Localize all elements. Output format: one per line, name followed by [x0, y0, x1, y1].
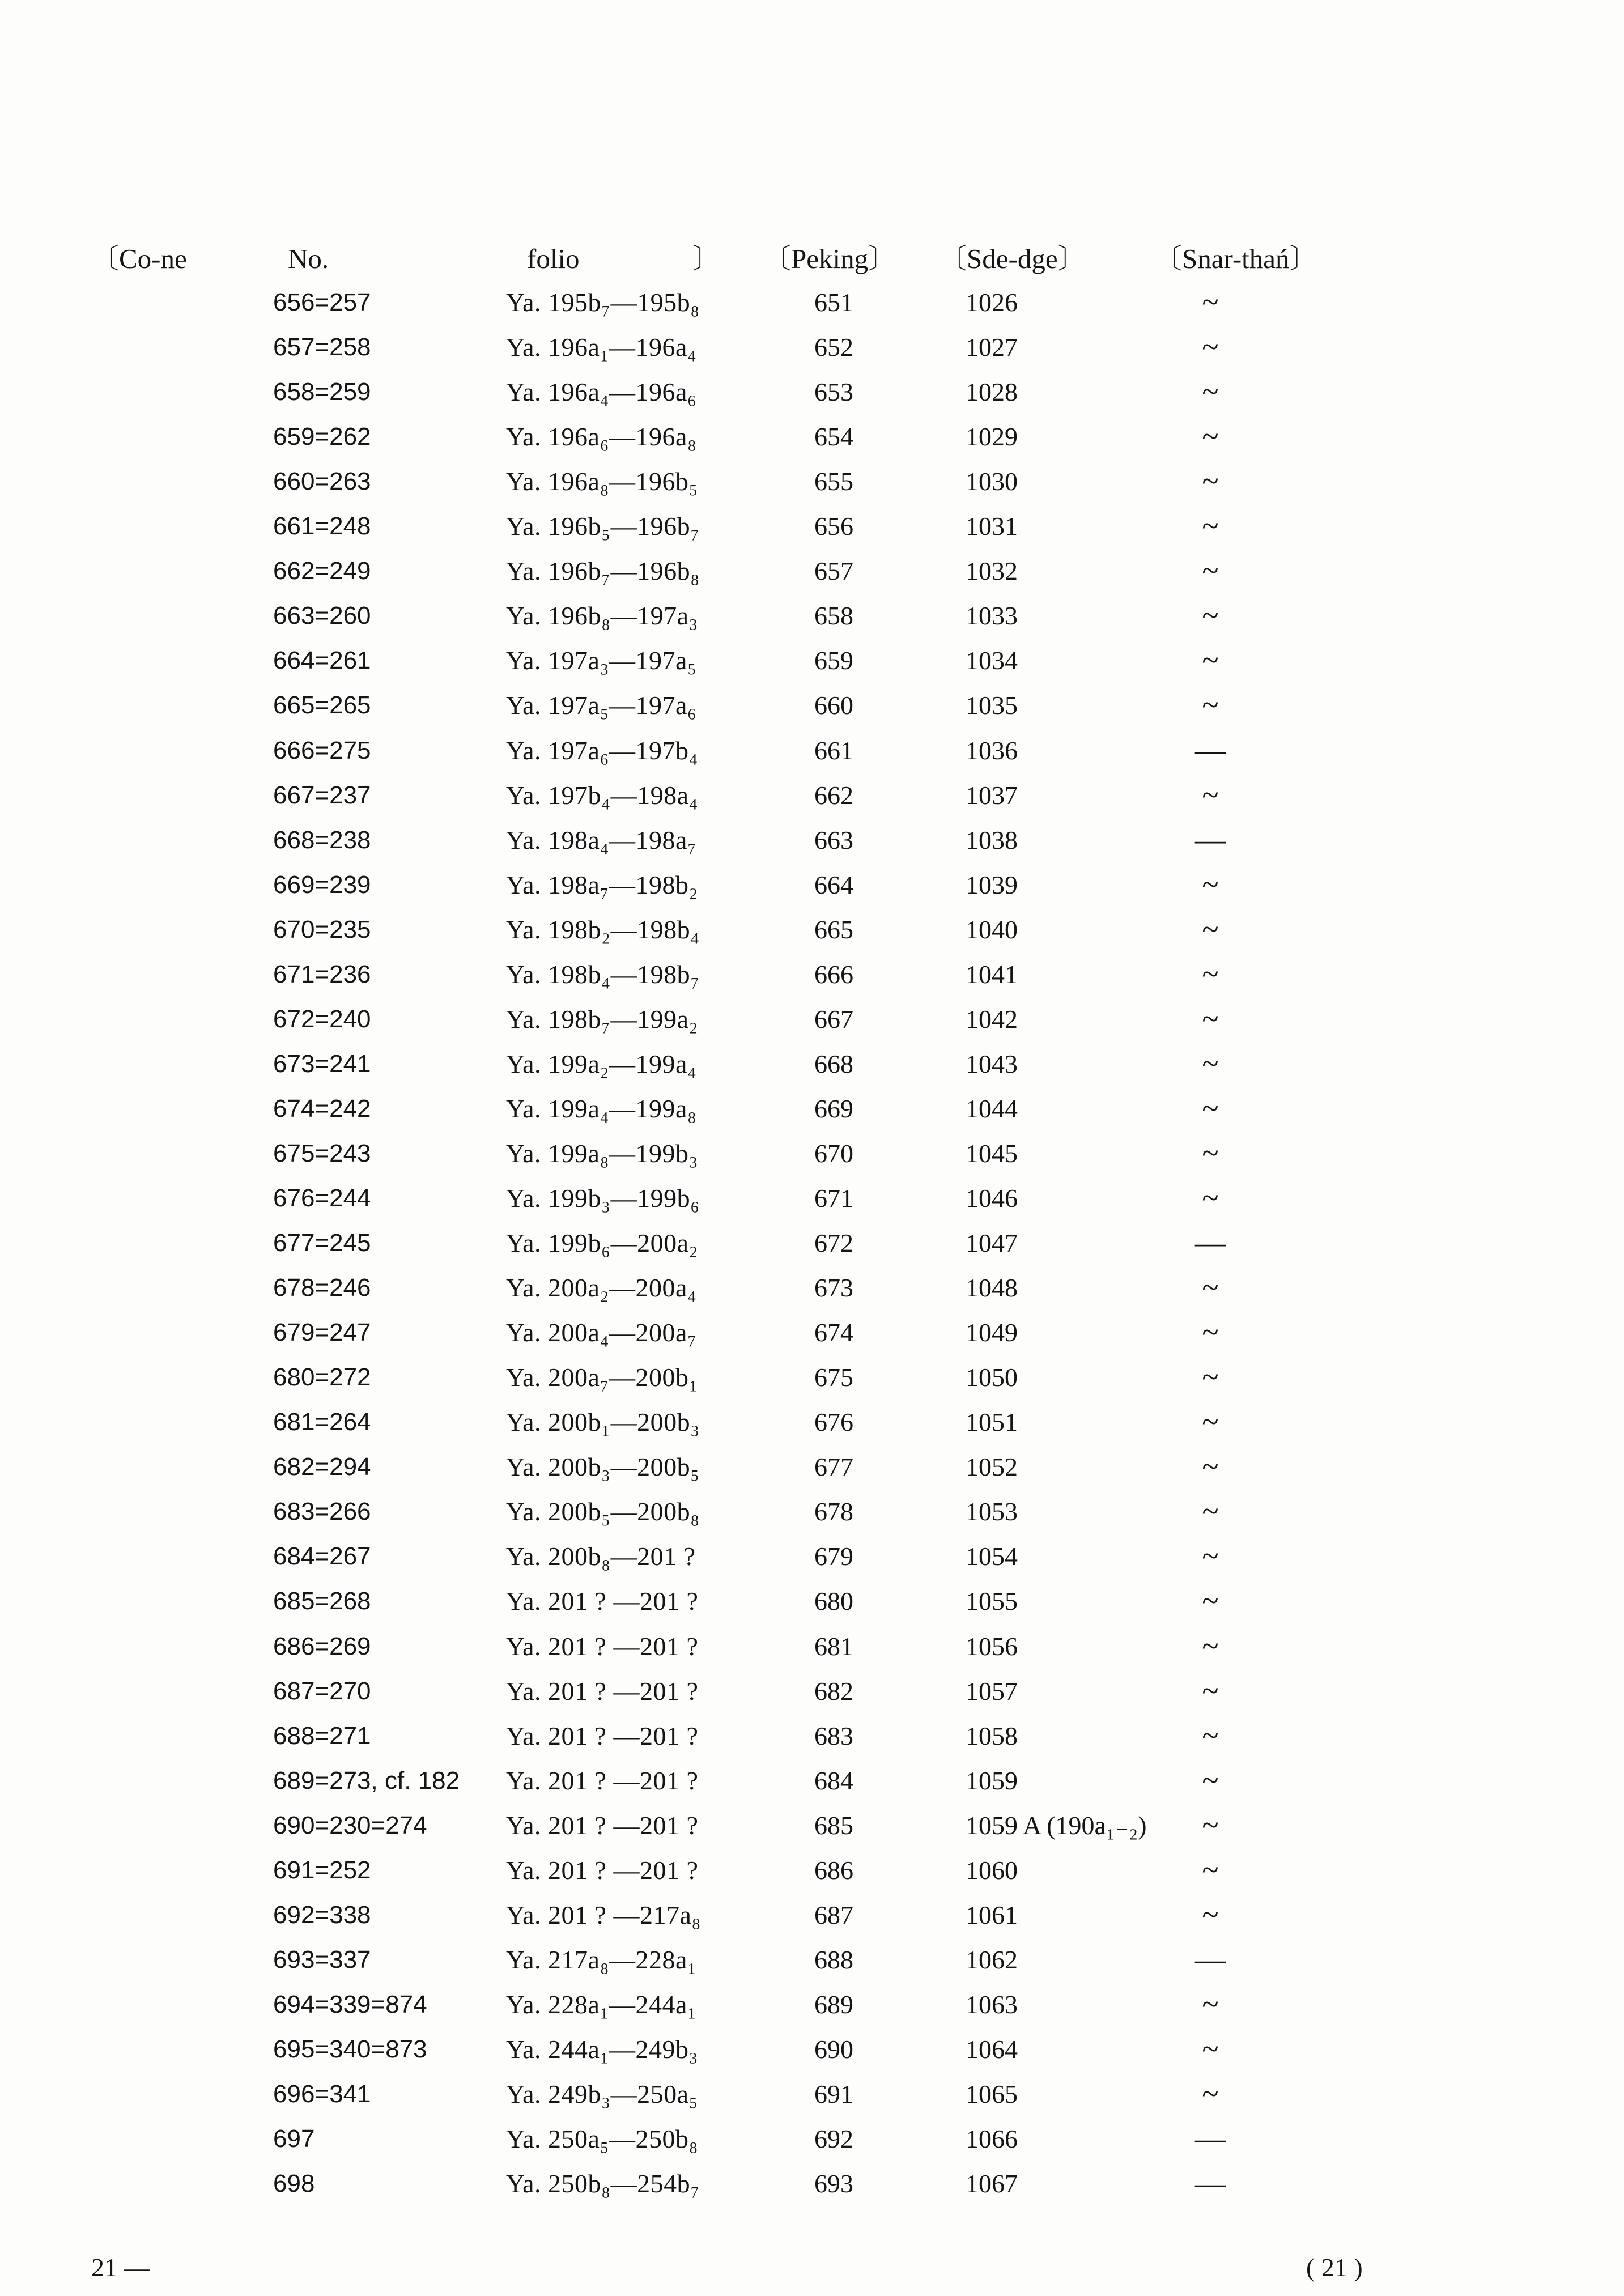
snar-than-cell: —	[1195, 1226, 1226, 1260]
peking-cell: 691	[814, 2080, 853, 2108]
sde-dge-cell: 1050	[966, 1363, 1018, 1392]
header-no: No.	[288, 243, 329, 274]
snar-than-cell: ~	[1202, 330, 1219, 364]
folio-cell: Ya. 196a₄—196a₆	[506, 377, 697, 407]
table-row	[0, 1444, 1624, 1489]
peking-cell: 680	[814, 1587, 853, 1616]
table-row	[0, 1176, 1624, 1221]
peking-cell: 690	[814, 2034, 853, 2064]
snar-than-cell: —	[1195, 822, 1226, 857]
snar-than-cell: ~	[1202, 956, 1219, 991]
folio-cell: Ya. 201 ? —201 ?	[506, 1810, 699, 1840]
table-row	[0, 952, 1624, 997]
folio-cell: Ya. 196b₅—196b₇	[506, 512, 700, 541]
page-number-left: 21 —	[91, 2253, 150, 2282]
sde-dge-cell: 1026	[966, 288, 1018, 317]
snar-than-cell: ~	[1202, 1539, 1219, 1574]
peking-cell: 669	[814, 1094, 853, 1123]
peking-cell: 673	[814, 1273, 853, 1303]
cone-no-cell: 680=272	[273, 1363, 371, 1392]
snar-than-cell: ~	[1202, 1001, 1219, 1036]
folio-cell: Ya. 200b₁—200b₃	[506, 1408, 700, 1437]
cone-no-cell: 660=263	[273, 467, 371, 496]
folio-cell: Ya. 200b₅—200b₈	[506, 1497, 700, 1527]
peking-cell: 689	[814, 1989, 853, 2019]
folio-cell: Ya. 250a₅—250b₈	[506, 2124, 699, 2154]
cone-no-cell: 695=340=873	[273, 2035, 427, 2063]
snar-than-cell: ~	[1202, 1494, 1219, 1529]
sde-dge-cell: 1059	[966, 1766, 1018, 1795]
table-row	[0, 1803, 1624, 1848]
folio-cell: Ya. 201 ? —201 ?	[506, 1766, 699, 1795]
folio-cell: Ya. 198a₇—198b₂	[506, 870, 699, 899]
folio-cell: Ya. 199a₈—199b₃	[506, 1138, 699, 1168]
cone-no-cell: 674=242	[273, 1094, 371, 1123]
cone-no-cell: 664=261	[273, 647, 371, 675]
table-row	[0, 459, 1624, 504]
peking-cell: 687	[814, 1900, 853, 1929]
peking-cell: 661	[814, 735, 853, 765]
cone-no-cell: 672=240	[273, 1005, 371, 1033]
cone-no-cell: 677=245	[273, 1229, 371, 1257]
folio-cell: Ya. 195b₇—195b₈	[506, 288, 700, 317]
snar-than-cell: ~	[1202, 912, 1219, 946]
cone-no-cell: 670=235	[273, 915, 371, 943]
peking-cell: 674	[814, 1318, 853, 1347]
snar-than-cell: ~	[1202, 1449, 1219, 1484]
folio-cell: Ya. 228a₁—244a₁	[506, 1989, 697, 2019]
peking-cell: 658	[814, 601, 853, 631]
cone-no-cell: 662=249	[273, 557, 371, 585]
table-row	[0, 907, 1624, 952]
table-row	[0, 1937, 1624, 1982]
table-row	[0, 1221, 1624, 1265]
folio-cell: Ya. 244a₁—249b₃	[506, 2034, 699, 2064]
sde-dge-cell: 1032	[966, 556, 1018, 586]
snar-than-cell: ~	[1202, 867, 1219, 902]
cone-no-cell: 686=269	[273, 1632, 371, 1660]
snar-than-cell: ~	[1202, 554, 1219, 588]
peking-cell: 693	[814, 2169, 853, 2199]
cone-no-cell: 676=244	[273, 1184, 371, 1212]
table-row	[0, 593, 1624, 638]
cone-no-cell: 683=266	[273, 1498, 371, 1526]
cone-no-cell: 698	[273, 2170, 315, 2198]
folio-cell: Ya. 201 ? —217a₈	[506, 1900, 701, 1929]
sde-dge-cell: 1055	[966, 1587, 1018, 1616]
table-row	[0, 862, 1624, 907]
folio-cell: Ya. 249b₃—250a₅	[506, 2080, 699, 2108]
peking-cell: 663	[814, 825, 853, 854]
sde-dge-cell: 1049	[966, 1318, 1018, 1347]
cone-no-cell: 685=268	[273, 1587, 371, 1615]
peking-cell: 670	[814, 1138, 853, 1168]
folio-cell: Ya. 201 ? —201 ?	[506, 1676, 699, 1706]
peking-cell: 681	[814, 1631, 853, 1661]
table-row	[0, 997, 1624, 1041]
table-row	[0, 1310, 1624, 1355]
sde-dge-cell: 1040	[966, 915, 1018, 944]
cone-no-cell: 657=258	[273, 333, 371, 362]
folio-cell: Ya. 199b₆—200a₂	[506, 1228, 699, 1258]
peking-cell: 683	[814, 1721, 853, 1750]
sde-dge-cell: 1052	[966, 1452, 1018, 1482]
cone-no-cell: 678=246	[273, 1274, 371, 1302]
cone-no-cell: 656=257	[273, 288, 371, 316]
snar-than-cell: ~	[1202, 1091, 1219, 1125]
peking-cell: 668	[814, 1049, 853, 1078]
peking-cell: 653	[814, 377, 853, 407]
table-row	[0, 1758, 1624, 1803]
table-row	[0, 2116, 1624, 2161]
snar-than-cell: ~	[1202, 598, 1219, 633]
sde-dge-cell: 1031	[966, 512, 1018, 541]
cone-no-cell: 673=241	[273, 1049, 371, 1078]
cone-no-cell: 693=337	[273, 1945, 371, 1974]
sde-dge-cell: 1067	[966, 2169, 1018, 2199]
peking-cell: 657	[814, 556, 853, 586]
snar-than-cell: ~	[1202, 1673, 1219, 1708]
peking-cell: 662	[814, 780, 853, 810]
peking-cell: 688	[814, 1945, 853, 1974]
sde-dge-cell: 1051	[966, 1408, 1018, 1437]
table-row	[0, 1355, 1624, 1400]
cone-no-cell: 681=264	[273, 1408, 371, 1436]
table-row	[0, 369, 1624, 414]
cone-no-cell: 666=275	[273, 736, 371, 764]
header-folio: folio	[527, 243, 580, 274]
peking-cell: 671	[814, 1184, 853, 1213]
folio-cell: Ya. 200a₄—200a₇	[506, 1318, 697, 1347]
cone-no-cell: 691=252	[273, 1856, 371, 1884]
peking-cell: 654	[814, 422, 853, 452]
snar-than-cell: —	[1195, 2121, 1226, 2156]
table-row	[0, 638, 1624, 683]
folio-cell: Ya. 196a₈—196b₅	[506, 467, 699, 496]
cone-no-cell: 696=341	[273, 2080, 371, 2108]
table-row	[0, 1041, 1624, 1086]
folio-cell: Ya. 199b₃—199b₆	[506, 1184, 700, 1213]
snar-than-cell: ~	[1202, 1897, 1219, 1932]
peking-cell: 660	[814, 691, 853, 720]
sde-dge-cell: 1062	[966, 1945, 1018, 1974]
table-row	[0, 1534, 1624, 1579]
sde-dge-cell: 1041	[966, 959, 1018, 989]
table-row	[0, 280, 1624, 325]
folio-cell: Ya. 200a₂—200a₄	[506, 1273, 697, 1303]
sde-dge-cell: 1059 A (190a₁₋₂)	[966, 1810, 1147, 1840]
snar-than-cell: ~	[1202, 1136, 1219, 1170]
snar-than-cell: ~	[1202, 1718, 1219, 1753]
table-row	[0, 818, 1624, 862]
cone-no-cell: 661=248	[273, 512, 371, 541]
snar-than-cell: ~	[1202, 1987, 1219, 2021]
cone-no-cell: 688=271	[273, 1721, 371, 1750]
cone-no-cell: 668=238	[273, 826, 371, 854]
cone-no-cell: 663=260	[273, 602, 371, 630]
snar-than-cell: ~	[1202, 643, 1219, 678]
cone-no-cell: 697	[273, 2125, 315, 2153]
table-row	[0, 1982, 1624, 2027]
peking-cell: 655	[814, 467, 853, 496]
sde-dge-cell: 1039	[966, 870, 1018, 899]
sde-dge-cell: 1064	[966, 2034, 1018, 2064]
snar-than-cell: ~	[1202, 375, 1219, 409]
cone-no-cell: 682=294	[273, 1453, 371, 1481]
snar-than-cell: ~	[1202, 285, 1219, 319]
folio-cell: Ya. 250b₈—254b₇	[506, 2169, 700, 2199]
peking-cell: 677	[814, 1452, 853, 1482]
peking-cell: 692	[814, 2124, 853, 2154]
snar-than-cell: ~	[1202, 1270, 1219, 1305]
header-sde-dge: 〔Sde-dge〕	[939, 243, 1086, 274]
cone-no-cell: 665=265	[273, 691, 371, 720]
peking-cell: 664	[814, 870, 853, 899]
folio-cell: Ya. 200a₇—200b₁	[506, 1363, 699, 1392]
table-row	[0, 728, 1624, 773]
table-row	[0, 1579, 1624, 1623]
folio-cell: Ya. 199a₄—199a₈	[506, 1094, 697, 1123]
cone-no-cell: 690=230=274	[273, 1811, 427, 1839]
snar-than-cell: ~	[1202, 1046, 1219, 1081]
snar-than-cell: —	[1195, 733, 1226, 767]
table-row	[0, 1893, 1624, 1937]
header-peking: 〔Peking〕	[763, 243, 896, 274]
sde-dge-cell: 1029	[966, 422, 1018, 452]
cone-no-cell: 667=237	[273, 781, 371, 809]
table-row	[0, 414, 1624, 459]
cone-no-cell: 687=270	[273, 1677, 371, 1705]
sde-dge-cell: 1028	[966, 377, 1018, 407]
cone-no-cell: 659=262	[273, 423, 371, 451]
page-number-right: ( 21 )	[1306, 2253, 1363, 2282]
snar-than-cell: ~	[1202, 1315, 1219, 1350]
table-row	[0, 1489, 1624, 1534]
sde-dge-cell: 1038	[966, 825, 1018, 854]
folio-cell: Ya. 201 ? —201 ?	[506, 1721, 699, 1750]
peking-cell: 659	[814, 646, 853, 675]
folio-cell: Ya. 196a₁—196a₄	[506, 333, 697, 362]
cone-no-cell: 658=259	[273, 378, 371, 406]
snar-than-cell: ~	[1202, 2031, 1219, 2066]
sde-dge-cell: 1045	[966, 1138, 1018, 1168]
peking-cell: 656	[814, 512, 853, 541]
peking-cell: 652	[814, 333, 853, 362]
table-row	[0, 1669, 1624, 1714]
snar-than-cell: ~	[1202, 1405, 1219, 1439]
peking-cell: 672	[814, 1228, 853, 1258]
sde-dge-cell: 1057	[966, 1676, 1018, 1706]
sde-dge-cell: 1034	[966, 646, 1018, 675]
sde-dge-cell: 1065	[966, 2080, 1018, 2108]
peking-cell: 679	[814, 1542, 853, 1571]
table-row	[0, 2072, 1624, 2116]
peking-cell: 682	[814, 1676, 853, 1706]
folio-cell: Ya. 197b₄—198a₄	[506, 780, 699, 810]
sde-dge-cell: 1060	[966, 1855, 1018, 1885]
sde-dge-cell: 1044	[966, 1094, 1018, 1123]
peking-cell: 675	[814, 1363, 853, 1392]
peking-cell: 667	[814, 1004, 853, 1034]
sde-dge-cell: 1035	[966, 691, 1018, 720]
table-row	[0, 1714, 1624, 1758]
cone-no-cell: 671=236	[273, 960, 371, 988]
peking-cell: 676	[814, 1408, 853, 1437]
folio-cell: Ya. 196a₆—196a₈	[506, 422, 697, 452]
table-row	[0, 2161, 1624, 2206]
table-row	[0, 1086, 1624, 1131]
folio-cell: Ya. 198b₇—199a₂	[506, 1004, 699, 1034]
sde-dge-cell: 1042	[966, 1004, 1018, 1034]
cone-no-cell: 684=267	[273, 1542, 371, 1571]
snar-than-cell: ~	[1202, 1808, 1219, 1842]
folio-cell: Ya. 201 ? —201 ?	[506, 1855, 699, 1885]
folio-cell: Ya. 198b₄—198b₇	[506, 959, 700, 989]
snar-than-cell: ~	[1202, 1360, 1219, 1394]
snar-than-cell: ~	[1202, 777, 1219, 812]
cone-no-cell: 694=339=874	[273, 1990, 427, 2018]
folio-cell: Ya. 200b₃—200b₅	[506, 1452, 700, 1482]
cone-no-cell: 679=247	[273, 1319, 371, 1347]
folio-cell: Ya. 197a₅—197a₆	[506, 691, 697, 720]
header-cone: 〔Co-ne	[91, 243, 187, 274]
snar-than-cell: ~	[1202, 419, 1219, 454]
peking-cell: 684	[814, 1766, 853, 1795]
sde-dge-cell: 1066	[966, 2124, 1018, 2154]
sde-dge-cell: 1058	[966, 1721, 1018, 1750]
header-snar-than: 〔Snar-thań〕	[1154, 243, 1317, 274]
peking-cell: 666	[814, 959, 853, 989]
snar-than-cell: ~	[1202, 509, 1219, 543]
snar-than-cell: ~	[1202, 1852, 1219, 1887]
cone-no-cell: 675=243	[273, 1139, 371, 1167]
sde-dge-cell: 1061	[966, 1900, 1018, 1929]
table-row	[0, 2027, 1624, 2072]
peking-cell: 678	[814, 1497, 853, 1527]
sde-dge-cell: 1027	[966, 333, 1018, 362]
snar-than-cell: ~	[1202, 1181, 1219, 1215]
folio-cell: Ya. 198b₂—198b₄	[506, 915, 700, 944]
peking-cell: 685	[814, 1810, 853, 1840]
folio-cell: Ya. 200b₈—201 ?	[506, 1542, 696, 1571]
peking-cell: 651	[814, 288, 853, 317]
snar-than-cell: ~	[1202, 1584, 1219, 1618]
sde-dge-cell: 1054	[966, 1542, 1018, 1571]
sde-dge-cell: 1036	[966, 735, 1018, 765]
folio-cell: Ya. 199a₂—199a₄	[506, 1049, 697, 1078]
cone-no-cell: 669=239	[273, 870, 371, 899]
folio-cell: Ya. 196b₈—197a₃	[506, 601, 699, 631]
snar-than-cell: —	[1195, 2166, 1226, 2201]
folio-cell: Ya. 217a₈—228a₁	[506, 1945, 697, 1974]
sde-dge-cell: 1046	[966, 1184, 1018, 1213]
sde-dge-cell: 1037	[966, 780, 1018, 810]
folio-cell: Ya. 198a₄—198a₇	[506, 825, 697, 854]
table-row	[0, 1848, 1624, 1893]
folio-cell: Ya. 201 ? —201 ?	[506, 1631, 699, 1661]
peking-cell: 665	[814, 915, 853, 944]
table-row	[0, 1624, 1624, 1669]
table-row	[0, 1265, 1624, 1310]
table-row	[0, 504, 1624, 549]
folio-cell: Ya. 197a₆—197b₄	[506, 735, 699, 765]
folio-cell: Ya. 201 ? —201 ?	[506, 1587, 699, 1616]
sde-dge-cell: 1056	[966, 1631, 1018, 1661]
table-row	[0, 1131, 1624, 1176]
header-close-bracket: 〕	[692, 243, 721, 274]
sde-dge-cell: 1043	[966, 1049, 1018, 1078]
cone-no-cell: 692=338	[273, 1900, 371, 1929]
sde-dge-cell: 1047	[966, 1228, 1018, 1258]
snar-than-cell: ~	[1202, 2077, 1219, 2111]
table-row	[0, 549, 1624, 593]
table-row	[0, 683, 1624, 728]
sde-dge-cell: 1033	[966, 601, 1018, 631]
snar-than-cell: ~	[1202, 1629, 1219, 1663]
sde-dge-cell: 1063	[966, 1989, 1018, 2019]
snar-than-cell: ~	[1202, 464, 1219, 499]
snar-than-cell: ~	[1202, 688, 1219, 722]
sde-dge-cell: 1053	[966, 1497, 1018, 1527]
snar-than-cell: ~	[1202, 1763, 1219, 1797]
snar-than-cell: —	[1195, 1942, 1226, 1976]
cone-no-cell: 689=273, cf. 182	[273, 1766, 460, 1795]
folio-cell: Ya. 196b₇—196b₈	[506, 556, 700, 586]
table-row	[0, 325, 1624, 369]
folio-cell: Ya. 197a₃—197a₅	[506, 646, 697, 675]
sde-dge-cell: 1030	[966, 467, 1018, 496]
peking-cell: 686	[814, 1855, 853, 1885]
sde-dge-cell: 1048	[966, 1273, 1018, 1303]
table-row	[0, 773, 1624, 818]
table-row	[0, 1400, 1624, 1444]
